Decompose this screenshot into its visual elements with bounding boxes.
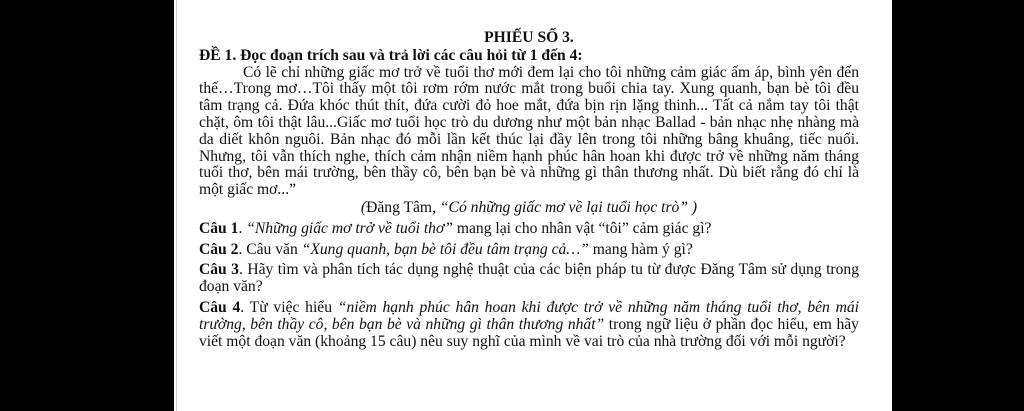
question-text: mang lại cho nhân vật “tôi” cảm giác gì? bbox=[452, 219, 712, 237]
source-author: Đăng Tâm, bbox=[366, 198, 440, 216]
question-quote: “Những giấc mơ trở về tuổi thơ” bbox=[246, 219, 453, 237]
question-text: Hãy tìm và phân tích tác dụng nghệ thuật của các biện pháp tu từ được Đăng Tâm sử dụng trong đoạn văn? bbox=[199, 261, 859, 296]
source-open: ( bbox=[360, 198, 367, 216]
passage-source bbox=[199, 200, 859, 217]
question-sep: . Câu văn bbox=[238, 240, 302, 258]
question-label: Câu 4 bbox=[199, 298, 241, 316]
question-sep: . bbox=[238, 261, 248, 279]
reading-passage: Có lẽ chỉ những giấc mơ trở về tuổi thơ mới đem lại cho tôi những cảm giác ấm áp, bình yên đến thế…Trong mơ…Tôi thấy một tôi rơm rớm nước mắt trong buổi chia tay. Xung quanh, bạn bè tôi đều tâm trạng cả. Đứa khóc thút thít, đứa cười đỏ hoe mắt, đứa bịn rịn lặng thinh... Tất cả nắm tay tôi thật chặt, ôm tôi thật lâu...Giấc mơ tuổi học trò du dương như một bản nhạc Ballad - bản nhạc nhẹ nhàng mà da diết khôn nguôi. Bản nhạc đó mỗi lần kết thúc lại đầy lên trong tôi những bâng khuâng, tiếc nuối. Nhưng, tôi vẫn thích nghe, thích cảm nhận niềm hạnh phúc hân hoan khi được trở về những năm tháng tuổi thơ, bên mái trường, bên thầy cô, bên bạn bè và những gì thân thương nhất. Dù biết rằng đó chỉ là một giấc mơ...” bbox=[199, 63, 859, 199]
question-1 bbox=[199, 221, 859, 238]
page-edge-line bbox=[176, 0, 177, 411]
question-sep: . bbox=[238, 219, 247, 237]
question-label: Câu 1 bbox=[199, 219, 239, 237]
question-3 bbox=[199, 262, 859, 296]
worksheet-title: PHIẾU SỐ 3. bbox=[484, 29, 574, 46]
question-4 bbox=[199, 300, 859, 350]
exercise-heading: ĐỀ 1. Đọc đoạn trích sau và trả lời các câu hỏi từ 1 đến 4: bbox=[199, 46, 583, 64]
question-label: Câu 2 bbox=[199, 240, 239, 258]
question-2 bbox=[199, 242, 859, 259]
question-quote: “Xung quanh, bạn bè tôi đều tâm trạng cả…” bbox=[301, 240, 589, 258]
question-label: Câu 3 bbox=[199, 261, 239, 279]
question-text: trong ngữ liệu ở phần đọc hiểu, em hãy viết một đoạn văn (khoảng 15 câu) nêu suy nghĩ của mình về vai trò của nhà trường đối với mỗi người? bbox=[199, 315, 859, 350]
question-text: mang hàm ý gì? bbox=[588, 240, 693, 258]
source-work: “Có những giấc mơ về lại tuổi học trò” ) bbox=[439, 198, 698, 216]
document-page bbox=[174, 0, 892, 411]
document-content bbox=[199, 30, 859, 354]
question-quote: “niềm hạnh phúc hân hoan khi được trở về những năm tháng tuổi thơ, bên mái trường, bên thầy cô, bên bạn bè và những gì thân thương nhất” bbox=[199, 298, 859, 333]
question-sep: . Từ việc hiểu bbox=[240, 298, 338, 316]
